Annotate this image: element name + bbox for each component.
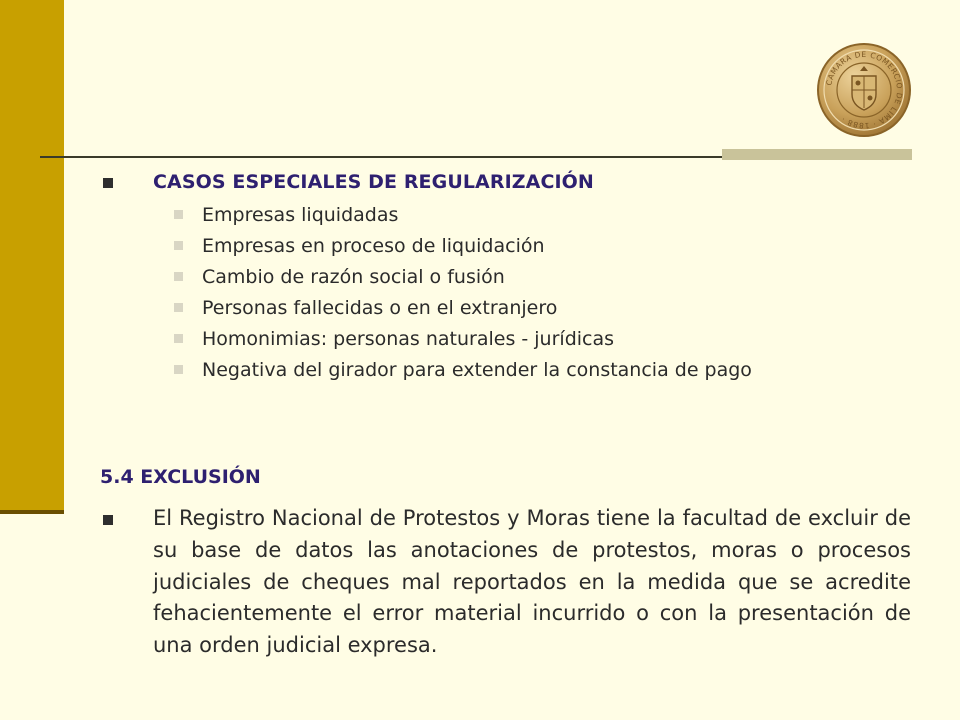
list-item [174,266,914,288]
list-item-label: Empresas liquidadas [202,204,399,226]
list-item [174,204,914,226]
square-bullet-icon [103,178,113,188]
list-item [174,297,914,319]
square-bullet-icon [174,210,183,219]
left-accent-bar [0,0,64,512]
list-item [174,235,914,257]
square-bullet-icon [174,303,183,312]
section-heading: CASOS ESPECIALES DE REGULARIZACIÓN [153,171,594,193]
list-item-label: Empresas en proceso de liquidación [202,235,545,257]
square-bullet-icon [103,515,113,525]
exclusion-paragraph: El Registro Nacional de Protestos y Moras tiene la facultad de excluir de su base de datos las anotaciones de protestos, moras o procesos judiciales de cheques mal reportados en la medida que se acredite fehacientemente el error material incurrido o con la presentación de una orden judicial expresa. [153,506,911,658]
left-accent-rule [0,510,64,514]
exclusion-section-title: 5.4 EXCLUSIÓN [100,466,261,488]
chamber-of-commerce-seal-logo [816,42,912,138]
list-item-label: Personas fallecidas o en el extranjero [202,297,558,319]
list-item [174,359,914,381]
square-bullet-icon [174,334,183,343]
svg-text:CAMARA DE COMERCIO DE LIMA · 1: CAMARA DE COMERCIO DE LIMA · 1888 · [824,49,905,131]
cases-list [174,204,914,390]
list-item-label: Homonimias: personas naturales - jurídicas [202,328,615,350]
title-divider-accent [722,149,912,160]
square-bullet-icon [174,272,183,281]
square-bullet-icon [174,365,183,374]
list-item [174,328,914,350]
list-item-label: Negativa del girador para extender la constancia de pago [202,359,752,381]
list-item-label: Cambio de razón social o fusión [202,266,505,288]
square-bullet-icon [174,241,183,250]
